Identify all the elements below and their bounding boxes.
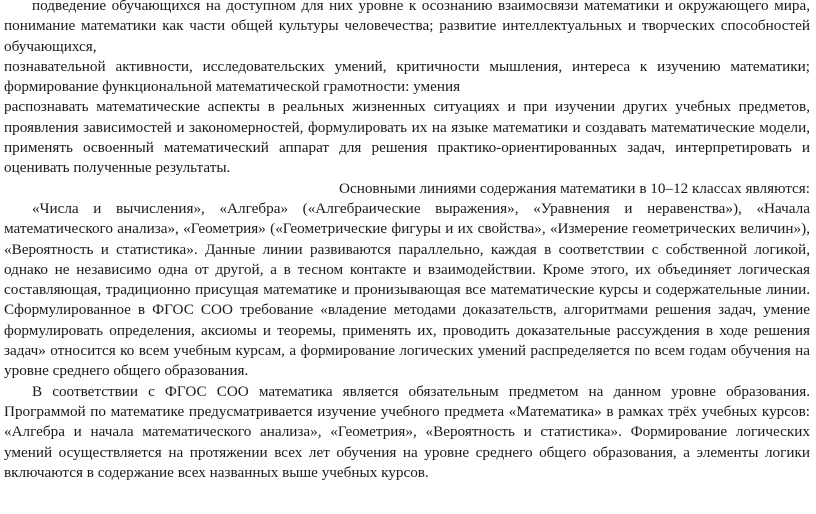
paragraph-4: Основными линиями содержания математики в 10–12 классах являются: <box>338 179 810 197</box>
paragraph-1: подведение обучающихся на доступном для них уровне к осознанию взаимосвязи математики и окружающего мира, понимание математики как части общей культуры человечества; развитие интеллектуальных и творческих способностей обучающихся, <box>4 0 810 55</box>
paragraph-6: В соответствии с ФГОС СОО математика является обязательным предметом на данном уровне образования. Программой по математике предусматривается изучение учебного предмета «Математика» в рамках трёх учебных курсов: «Алгебра и начала математического анализа», «Геометрия», «Вероятность и статистика». Формирование логических умений осуществляется на протяжении всех лет обучения на уровне среднего общего образования, а элементы логики включаются в содержание всех названных выше учебных курсов. <box>4 382 810 481</box>
paragraph-3: распознавать математические аспекты в реальных жизненных ситуациях и при изучении других учебных предметов, проявления зависимостей и закономерностей, формулировать их на языке математики и создавать математические модели, применять освоенный математический аппарат для решения практико-ориентированных задач, интерпретировать и оценивать полученные результаты. <box>4 98 810 177</box>
paragraph-5: «Числа и вычисления», «Алгебра» («Алгебраические выражения», «Уравнения и неравенства»), «Начала математического анализа», «Геометрия» («Геометрические фигуры и их свойства», «Измерение геометрических величин»), «Вероятность и статистика». Данные линии развиваются параллельно, каждая в соответствии с собственной логикой, однако не независимо одна от другой, а в тесном контакте и взаимодействии. Кроме этого, их объединяет логическая составляющая, традиционно присущая математике и пронизывающая все математические курсы и содержательные линии. Сформулированное в ФГОС СОО требование «владение методами доказательств, алгоритмами решения задач, умение формулировать определения, аксиомы и теоремы, применять их, проводить доказательные рассуждения в ходе решения задач» относится ко всем учебным курсам, а формирование логических умений распределяется по всем годам обучения на уровне среднего общего образования. <box>4 199 810 380</box>
paragraph-2: познавательной активности, исследовательских умений, критичности мышления, интереса к изучению математики; формирование функциональной математической грамотности: умения <box>4 57 810 96</box>
